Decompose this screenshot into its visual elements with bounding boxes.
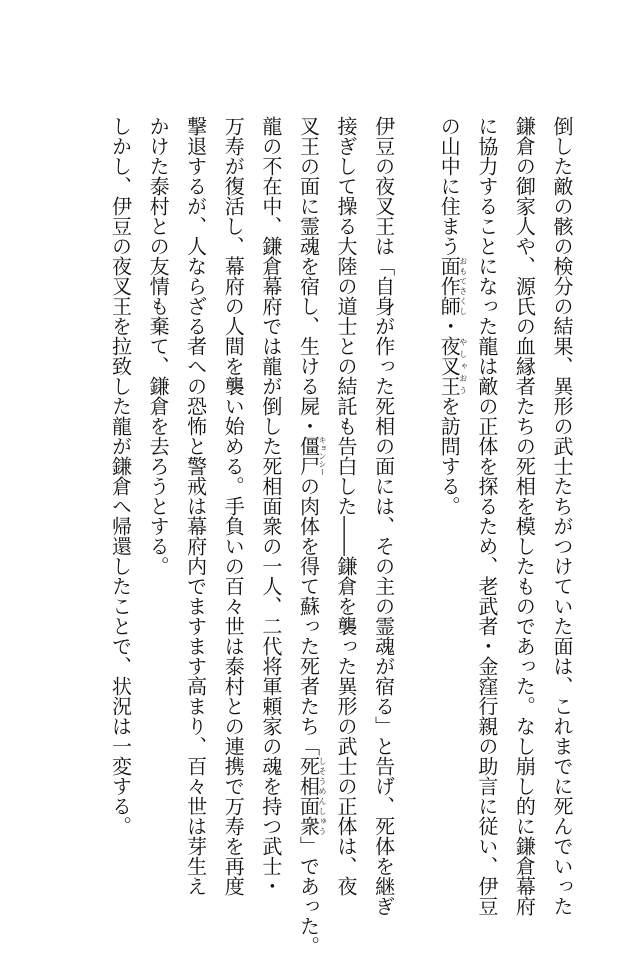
paragraph-1 bbox=[430, 96, 580, 916]
paragraph-2 bbox=[138, 96, 401, 956]
ruby-kyonshii: 僵尸キョンシー bbox=[296, 436, 327, 476]
text-line: 龍の不在中、鎌倉幕府では龍が倒した死相面衆の一人、二代将軍頼家の魂を持つ武士・ bbox=[258, 116, 283, 896]
text-line: 鎌倉の御家人や、源氏の血縁者たちの死相を模したものであった。なし崩し的に鎌倉幕府 bbox=[512, 116, 537, 916]
paragraph-3 bbox=[101, 96, 139, 836]
vertical-text-body bbox=[101, 96, 580, 956]
text-line: 倒した敵の骸の検分の結果、異形の武士たちがつけていた面は、これまでに死んでいった bbox=[550, 116, 574, 916]
ruby-text: しそうめんしゅう bbox=[317, 756, 327, 836]
text-line: 伊豆の夜叉王は「自身が作った死相の面には、その主の霊魂が宿る」と告げ、死体を継ぎ bbox=[371, 116, 396, 916]
text-line: に協力することになった龍は敵の正体を探るため、老武者・金窪行親の助言に従い、伊豆 bbox=[474, 116, 499, 916]
ruby-text: おもてさくし bbox=[458, 256, 468, 316]
ruby-omotesakushi: 面作師おもてさくし bbox=[437, 256, 468, 316]
ruby-yashaou: 夜叉王やしゃおう bbox=[437, 336, 468, 396]
text-line: 万寿が復活し、幕府の人間を襲い始める。手負いの百々世は泰村との連携で万寿を再度 bbox=[221, 116, 246, 896]
text-line: しかし、伊豆の夜叉王を拉致した龍が鎌倉へ帰還したことで、状況は一変する。 bbox=[108, 116, 133, 836]
text-line: 叉王の面に霊魂を宿し、生ける屍・僵尸キョンシーの肉体を得て蘇った死者たち「死相面衆しそうめんしゅう」であった。 bbox=[296, 116, 327, 956]
ruby-shisoumenshuu: 死相面衆しそうめんしゅう bbox=[296, 756, 327, 836]
text-line: の山中に住まう面作師おもてさくし・夜叉王やしゃおうを訪問する。 bbox=[437, 116, 468, 516]
text-line: 撃退するが、人ならざる者への恐怖と警戒は幕府内でますます高まり、百々世は芽生え bbox=[183, 116, 208, 896]
ruby-text: キョンシー bbox=[317, 436, 327, 476]
text-line: かけた泰村との友情も棄て、鎌倉を去ろうとする。 bbox=[146, 116, 171, 576]
text-line: 接ぎして操る大陸の道士との結託も告白した――鎌倉を襲った異形の武士の正体は、夜 bbox=[334, 116, 359, 896]
paragraph-gap bbox=[402, 96, 430, 816]
ruby-text: やしゃおう bbox=[458, 336, 468, 396]
